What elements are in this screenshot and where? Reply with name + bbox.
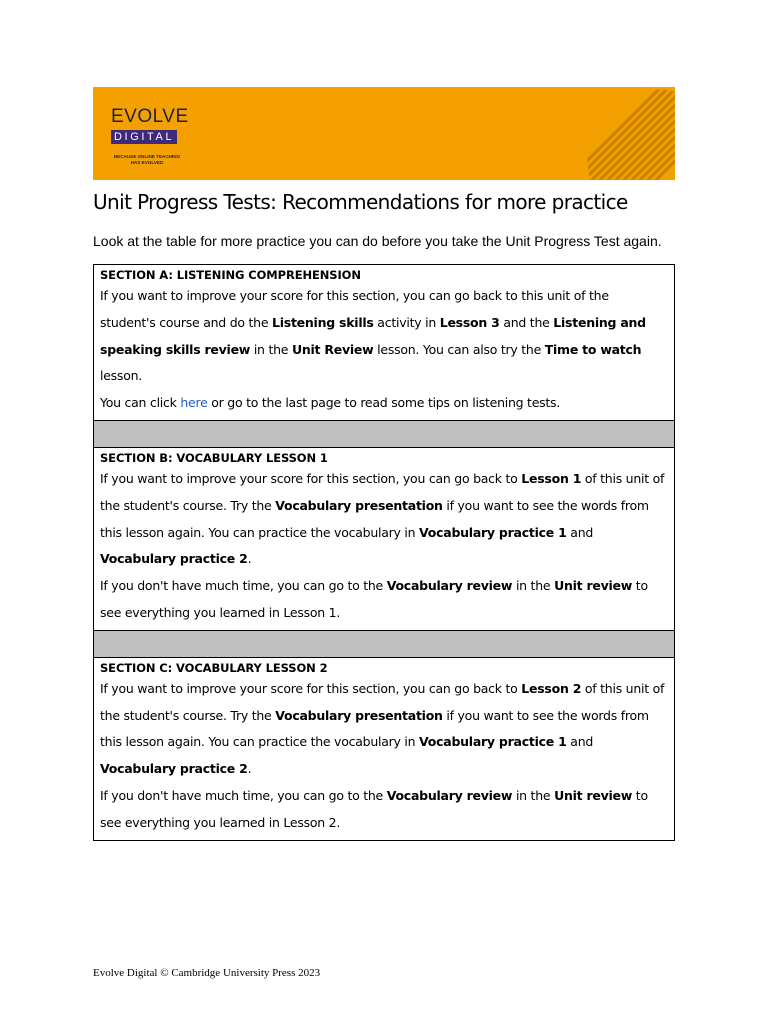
bold-term: Vocabulary practice 1 <box>419 734 567 750</box>
bold-term: Vocabulary presentation <box>275 497 443 513</box>
bold-term: Vocabulary practice 2 <box>100 761 248 777</box>
intro-text: Look at the table for more practice you can do before you take the Unit Progress Test again. <box>93 233 662 249</box>
logo-tagline-line-2: HAS EVOLVED <box>130 160 164 165</box>
section-paragraph: If you want to improve your score for this section, you can go back to Lesson 1 of this unit of the student's course. Try the Vocabulary presentation if you want to see the words from this lesson again. You can practice the vocabulary in Vocabulary practice 1 and Vocabulary practice 2. <box>100 470 665 567</box>
section-paragraph: If you want to improve your score for this section, you can go back to Lesson 2 of this unit of the student's course. Try the Vocabulary presentation if you want to see the words from this lesson again. You can practice the vocabulary in Vocabulary practice 1 and Vocabulary practice 2. <box>100 680 665 777</box>
section-b <box>94 447 674 630</box>
logo-sub-badge: DIGITAL <box>111 130 177 144</box>
bold-term: Lesson 1 <box>521 470 582 486</box>
logo-tagline-line-1: BECAUSE ONLINE TEACHING <box>113 154 181 159</box>
bold-term: Unit review <box>554 578 633 594</box>
section-heading: SECTION A: LISTENING COMPREHENSION <box>100 268 361 282</box>
here-link[interactable]: here <box>180 395 208 411</box>
section-paragraph: You can click here or go to the last page to read some tips on listening tests. <box>100 395 561 411</box>
section-paragraph: If you don't have much time, you can go to the Vocabulary review in the Unit review to see everything you learned in Lesson 1. <box>100 578 648 620</box>
evolve-digital-logo <box>111 107 189 166</box>
footer-copyright: Evolve Digital © Cambridge University Press 2023 <box>93 967 321 979</box>
logo-word: EVOLVE <box>111 106 189 127</box>
bold-term: Unit review <box>554 787 633 803</box>
header-banner <box>93 87 675 180</box>
bold-term: Lesson 3 <box>439 314 500 330</box>
bold-term: Lesson 2 <box>521 680 582 696</box>
bold-term: Vocabulary review <box>386 578 513 594</box>
page-title: Unit Progress Tests: Recommendations for more practice <box>93 190 628 214</box>
bold-term: Vocabulary practice 1 <box>419 524 567 540</box>
bold-term: Unit Review <box>291 341 374 357</box>
bold-term: Vocabulary practice 2 <box>100 551 248 567</box>
diagonal-stripes-icon <box>585 87 675 180</box>
section-heading: SECTION C: VOCABULARY LESSON 2 <box>100 660 328 675</box>
table-spacer-row <box>94 630 674 657</box>
section-paragraph: If you don't have much time, you can go to the Vocabulary review in the Unit review to see everything you learned in Lesson 2. <box>100 787 648 830</box>
bold-term: Vocabulary presentation <box>275 707 443 723</box>
section-paragraph: If you want to improve your score for this section, you can go back to this unit of the student's course and do the Listening skills activity in Lesson 3 and the Listening and speaking skills review in the Unit Review lesson. You can also try the Time to watch lesson. <box>100 288 646 384</box>
bold-term: Time to watch <box>544 341 642 357</box>
table-spacer-row <box>94 420 674 447</box>
bold-term: Vocabulary review <box>386 787 513 803</box>
bold-term: Listening skills <box>272 314 374 330</box>
bold-term: Listening and speaking skills review <box>100 314 646 357</box>
section-c <box>94 657 674 840</box>
logo-tagline <box>111 154 183 166</box>
section-a <box>94 265 674 420</box>
section-heading: SECTION B: VOCABULARY LESSON 1 <box>100 450 328 465</box>
practice-table <box>93 264 675 841</box>
